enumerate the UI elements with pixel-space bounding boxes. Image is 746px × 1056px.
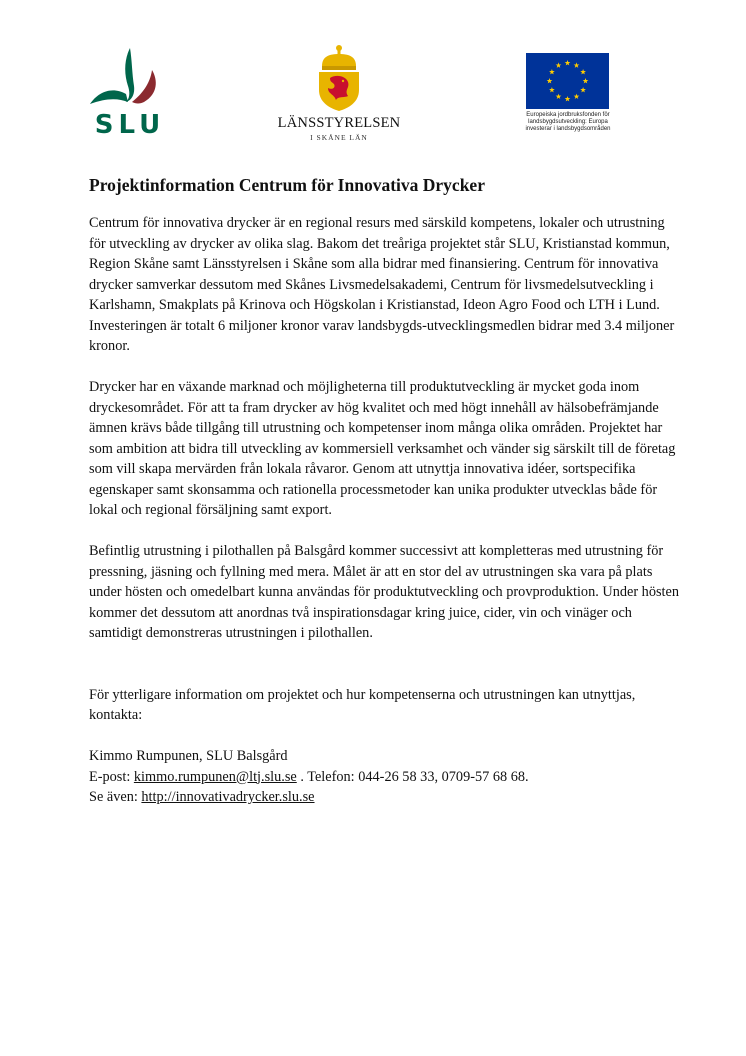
eu-caption-line: investerar i landsbygdsområden [525, 126, 611, 132]
eu-caption-line: Europeiska jordbruksfonden för [526, 112, 610, 118]
logo-bar [0, 40, 746, 145]
document-title: Projektinformation Centrum för Innovativa Drycker [89, 175, 485, 195]
eu-caption-line: landsbygdsutveckling: Europa [528, 119, 608, 125]
eu-star-icon [549, 69, 555, 74]
slu-tulip-icon [84, 44, 176, 110]
lansstyrelsen-subtitle: I SKÅNE LÄN [310, 133, 368, 142]
email-link[interactable]: kimmo.rumpunen@ltj.slu.se [133, 768, 297, 785]
eu-star-icon [580, 69, 586, 74]
eu-caption [520, 112, 616, 133]
contact-name: Kimmo Rumpunen, SLU Balsgård [89, 748, 288, 764]
eu-star-icon [556, 62, 562, 67]
lansstyrelsen-logo [268, 44, 410, 144]
eu-star-icon [580, 87, 586, 92]
eu-star-icon [549, 87, 555, 92]
phone-text: . Telefon: 044-26 58 33, 0709-57 68 68. [296, 768, 529, 785]
griffin-crest-icon [314, 44, 364, 112]
see-also-label: Se även: [89, 789, 142, 805]
eu-logo [520, 50, 620, 150]
eu-star-icon [565, 60, 571, 65]
slu-logo [84, 44, 176, 140]
email-label: E-post: [89, 768, 134, 785]
paragraph-intro: Centrum för innovativa drycker är en regional resurs med särskild kompetens, lokaler och utrustning för utveckling av drycker av olika slag. Bakom det treåriga projektet står SLU, Kristianstad kommun, Region Skåne samt Länsstyrelsen i Skåne som alla bidrar med finansiering. Centrum för innovativa drycker samverkar dessutom med Skånes Livsmedelsakademi, Centrum för livsmedelsutveckling i Karlshamn, Smakplats på Krinova och Högskolan i Kristianstad, Ideon Agro Food och LTH i Lund. Investeringen är totalt 6 miljoner kronor varav landsbygds-utvecklingsmedlen bidrar med 3.4 miljoner kronor. [89, 215, 675, 354]
paragraph-more-info: För ytterligare information om projektet och hur kompetenserna och utrustningen kan utnyttjas, kontakta: [89, 686, 636, 723]
contact-block [89, 746, 679, 808]
paragraph-market: Drycker har en växande marknad och möjligheterna till produktutveckling är mycket goda inom dryckesområdet. För att ta fram drycker av hög kvalitet och med högt innehåll av hälsobefrämjande ämnen krävs både tillgång till utrustning och kompetenser inom många olika områden. Projektet har som ambition att bidra till utveckling av kommersiell verksamhet och vänder sig särskilt till de företag som vill skapa mervärden från lokala råvaror. Genom att utnyttja innovativa idéer, sortspecifika egenskaper samt skonsamma och rationella processmetoder kan unika produkter utvecklas både för lokal och regional försäljning samt export. [89, 379, 676, 518]
paragraph-equipment: Befintlig utrustning i pilothallen på Balsgård kommer successivt att kompletteras med utrustning för pressning, jäsning och fyllning med mera. Målet är att en stor del av utrustningen ska vara på plats under hösten och omedelbart kunna användas för produktutveckling och provproduktion. Under hösten kommer det dessutom att anordnas två inspirationsdagar kring juice, cider, vin och vinäger och samtidigt demonstreras utrustningen i pilothallen. [89, 543, 679, 641]
slu-wordmark: SLU [94, 110, 166, 140]
website-link[interactable]: http://innovativadrycker.slu.se [141, 789, 315, 805]
eu-star-icon [574, 62, 580, 67]
eu-star-icon [556, 94, 562, 99]
eu-star-icon [583, 78, 589, 83]
eu-star-icon [547, 78, 553, 83]
eu-star-icon [565, 96, 571, 101]
eu-star-icon [574, 94, 580, 99]
eu-flag-icon [526, 53, 609, 109]
document-body [89, 213, 679, 808]
lansstyrelsen-name: LÄNSSTYRELSEN [277, 115, 401, 131]
